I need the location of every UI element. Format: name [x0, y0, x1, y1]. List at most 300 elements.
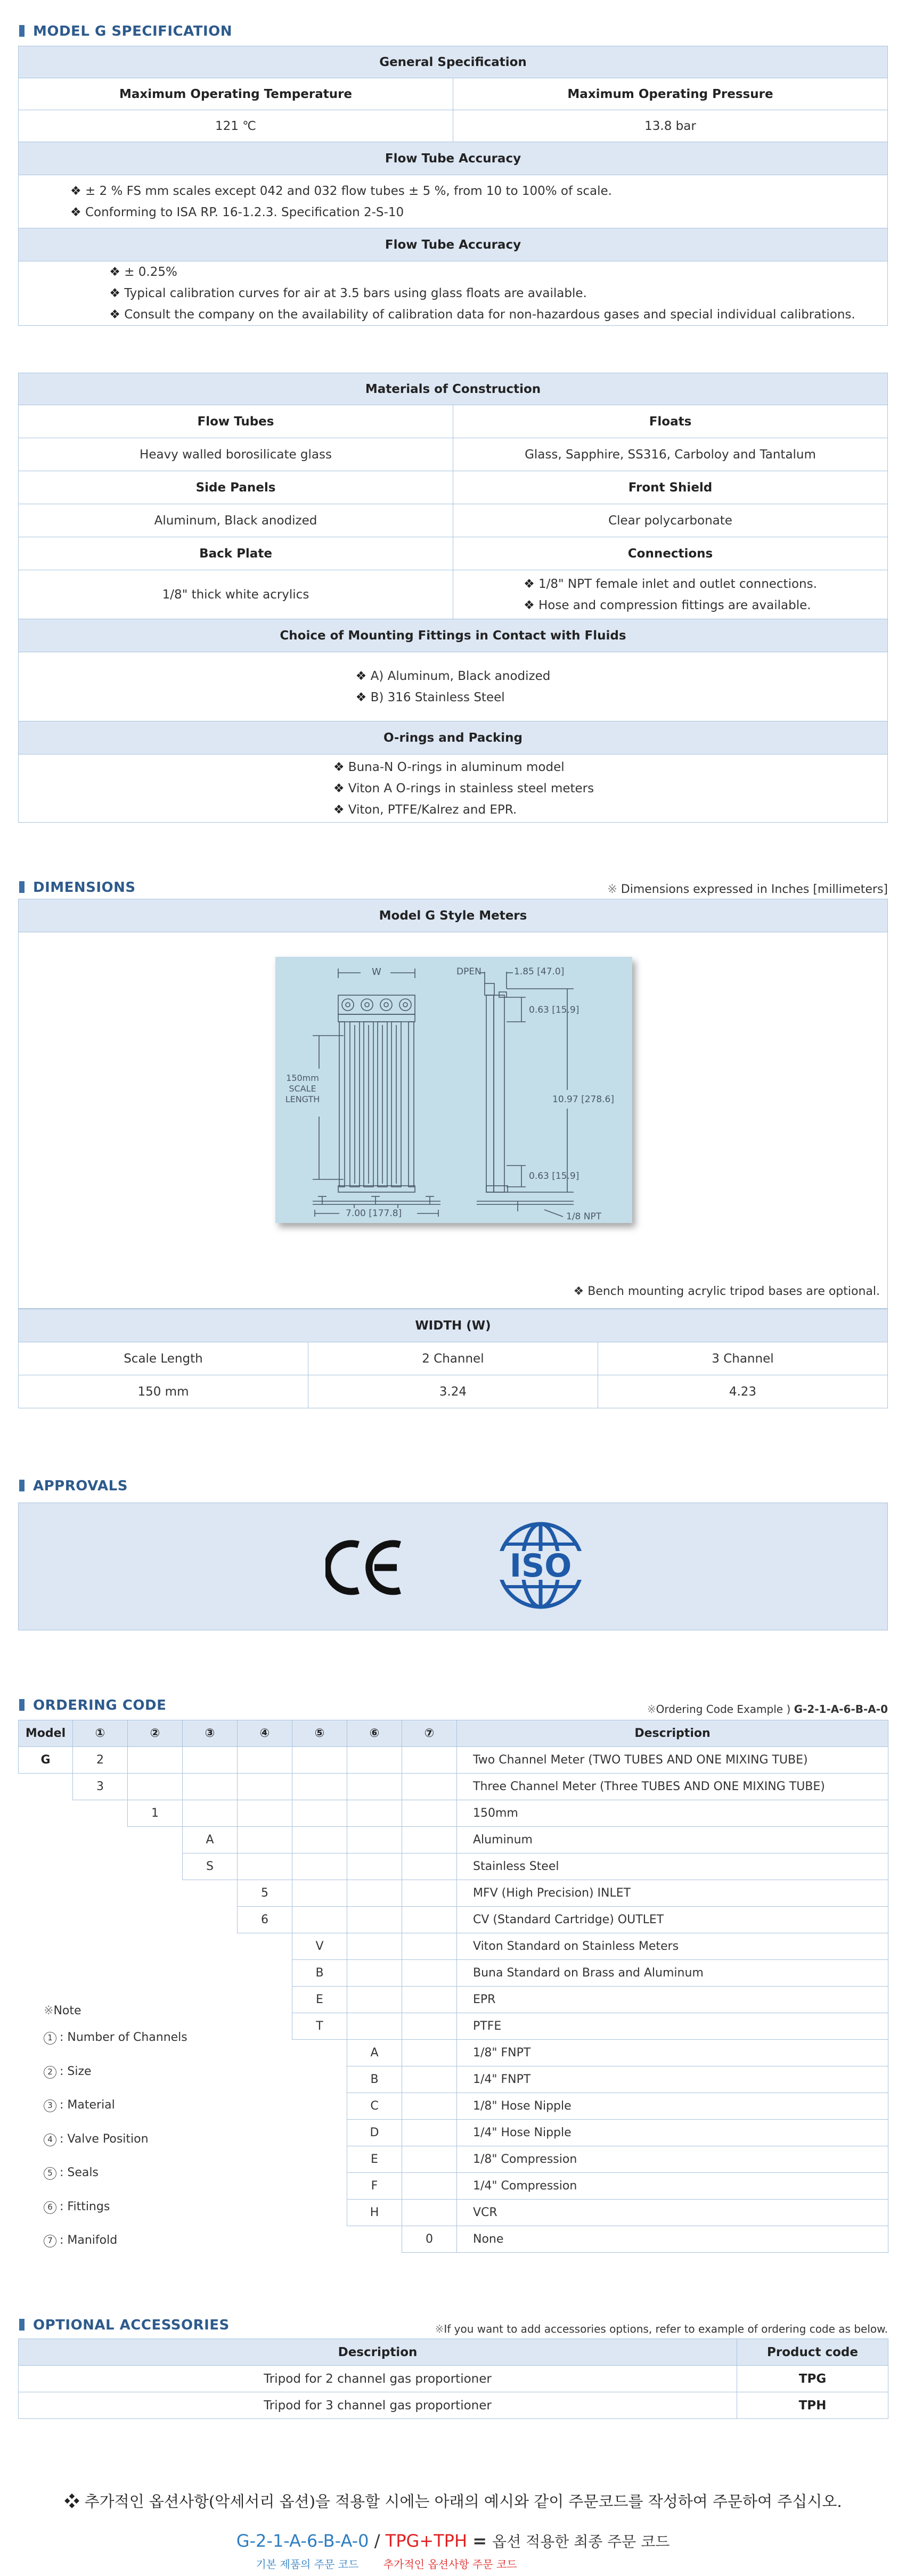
ordering-blank-cell: [292, 2093, 347, 2120]
drawing-bottom-dim: 0.63 [15.9]: [529, 1171, 579, 1182]
ordering-blank-cell: [128, 1933, 183, 1960]
ordering-row: [19, 2200, 888, 2226]
note-title-text: Note: [53, 2004, 81, 2017]
max-temp-value: 121 ℃: [19, 110, 453, 142]
ordering-code-cell: H: [347, 2200, 402, 2226]
approvals-title: APPROVALS: [33, 1478, 128, 1494]
ordering-empty-cell: [347, 1987, 402, 2013]
drawing-depth-dim: 1.85 [47.0]: [514, 966, 565, 977]
width-header: WIDTH (W): [19, 1309, 888, 1342]
ordering-description: Viton Standard on Stainless Meters: [457, 1933, 888, 1960]
note-number: 3: [44, 2099, 56, 2112]
ordering-col-header: ③: [183, 1720, 238, 1747]
ordering-blank-cell: [292, 2120, 347, 2146]
back-plate-value: 1/8" thick white acrylics: [19, 570, 453, 619]
accessories-note-text: If you want to add accessories options, refer to example of ordering code as below.: [444, 2323, 888, 2335]
ordering-code-cell: 0: [402, 2226, 457, 2253]
ordering-blank-cell: [183, 2013, 238, 2040]
ordering-blank-cell: [73, 1827, 128, 1853]
footer-notice-text: 추가적인 옵션사항(악세서리 옵션)을 적용할 시에는 아래의 예시와 같이 주문코드를 작성하여 주문하여 주십시오.: [84, 2492, 842, 2511]
ordering-blank-cell: [128, 1880, 183, 1907]
ordering-empty-cell: [347, 2013, 402, 2040]
ordering-blank-cell: [19, 1960, 73, 1987]
ordering-blank-cell: [183, 2093, 238, 2120]
ordering-empty-cell: [402, 1747, 457, 1774]
ordering-code-cell: S: [183, 1853, 238, 1880]
width-cell: 4.23: [598, 1375, 887, 1408]
ordering-blank-cell: [128, 1827, 183, 1853]
ordering-empty-cell: [347, 1774, 402, 1800]
ordering-empty-cell: [402, 2200, 457, 2226]
accessories-col-code: Product code: [737, 2339, 888, 2366]
dimensions-note: ※ Dimensions expressed in Inches [millimeters]: [607, 883, 888, 896]
ordering-blank-cell: [183, 2066, 238, 2093]
ordering-empty-cell: [238, 1747, 292, 1774]
ordering-description: 1/8" FNPT: [457, 2040, 888, 2066]
ordering-empty-cell: [402, 1907, 457, 1933]
mounting-cell: [19, 652, 888, 721]
note-number: 7: [44, 2235, 56, 2247]
orings-line: ❖ Viton, PTFE/Kalrez and EPR.: [333, 799, 594, 821]
ordering-code-cell: F: [347, 2173, 402, 2200]
ordering-blank-cell: [128, 1960, 183, 1987]
max-pressure-value: 13.8 bar: [453, 110, 888, 142]
ordering-empty-cell: [238, 1800, 292, 1827]
ordering-note-item: [44, 2065, 92, 2079]
ordering-code-cell: 5: [238, 1880, 292, 1907]
ordering-empty-cell: [402, 1933, 457, 1960]
ordering-blank-cell: [238, 1960, 292, 1987]
ordering-empty-cell: [402, 1853, 457, 1880]
accessory-row: [19, 2366, 888, 2392]
ordering-empty-cell: [347, 1933, 402, 1960]
ordering-empty-cell: [292, 1907, 347, 1933]
ordering-code-cell: 2: [73, 1747, 128, 1774]
accessories-col-desc: Description: [19, 2339, 737, 2366]
dimensions-box: [18, 899, 888, 1309]
footer-code-line: [0, 2530, 906, 2552]
ordering-blank-cell: [73, 1853, 128, 1880]
ordering-blank-cell: [19, 1800, 73, 1827]
ordering-note-item: [44, 2031, 187, 2045]
ordering-blank-cell: [128, 2066, 183, 2093]
ordering-blank-cell: [183, 2173, 238, 2200]
drawing-scale-label: [281, 1073, 324, 1105]
ordering-blank-cell: [292, 2226, 347, 2253]
ordering-col-header: ④: [238, 1720, 292, 1747]
spec-title: MODEL G SPECIFICATION: [33, 23, 233, 39]
ordering-blank-cell: [238, 2013, 292, 2040]
approvals-section-title: [19, 1478, 128, 1494]
side-panels-label: Side Panels: [19, 471, 453, 504]
dimensions-header: Model G Style Meters: [19, 899, 887, 932]
ordering-empty-cell: [402, 1800, 457, 1827]
ordering-blank-cell: [19, 1853, 73, 1880]
dimension-drawing: [275, 957, 632, 1223]
ordering-row: [19, 2173, 888, 2200]
ordering-blank-cell: [347, 2226, 402, 2253]
ordering-empty-cell: [347, 1880, 402, 1907]
ordering-blank-cell: [238, 2226, 292, 2253]
width-table: [18, 1309, 888, 1408]
ordering-code-cell: C: [347, 2093, 402, 2120]
accuracy-line: ❖ Typical calibration curves for air at 3.5 bars using glass floats are available.: [109, 283, 855, 304]
ordering-description: MFV (High Precision) INLET: [457, 1880, 888, 1907]
ordering-blank-cell: [19, 1774, 73, 1800]
accessory-desc: Tripod for 2 channel gas proportioner: [19, 2366, 737, 2392]
footer-base-code: G-2-1-A-6-B-A-0: [236, 2531, 369, 2551]
ordering-note-item: [44, 2098, 115, 2112]
ordering-code-cell: B: [292, 1960, 347, 1987]
ordering-blank-cell: [73, 1880, 128, 1907]
width-col-header: Scale Length: [19, 1342, 308, 1375]
drawing-width-label: W: [372, 966, 381, 978]
ordering-row: [19, 2093, 888, 2120]
footer-option-caption: 추가적인 옵션사항 주문 코드: [383, 2558, 517, 2571]
spec-section-title: [19, 23, 232, 39]
orings-cell: [19, 754, 888, 823]
ordering-empty-cell: [292, 1774, 347, 1800]
ordering-empty-cell: [347, 1853, 402, 1880]
side-panels-value: Aluminum, Black anodized: [19, 504, 453, 537]
ordering-row: [19, 1933, 888, 1960]
ordering-description: PTFE: [457, 2013, 888, 2040]
ordering-description: Three Channel Meter (Three TUBES AND ONE MIXING TUBE): [457, 1774, 888, 1800]
ordering-empty-cell: [238, 1827, 292, 1853]
note-text: : Valve Position: [60, 2132, 149, 2146]
ordering-blank-cell: [128, 2200, 183, 2226]
ordering-col-header: ①: [73, 1720, 128, 1747]
accuracy-header-2: Flow Tube Accuracy: [19, 228, 888, 261]
ordering-empty-cell: [347, 1827, 402, 1853]
ordering-empty-cell: [292, 1800, 347, 1827]
ordering-row: [19, 2146, 888, 2173]
orings-line: ❖ Buna-N O-rings in aluminum model: [333, 757, 594, 778]
ordering-empty-cell: [402, 1827, 457, 1853]
ordering-description: 1/4" Hose Nipple: [457, 2120, 888, 2146]
ordering-blank-cell: [183, 2120, 238, 2146]
connections-cell: [453, 570, 888, 619]
drawing-height-dim: 10.97 [278.6]: [552, 1094, 615, 1105]
ordering-blank-cell: [238, 2146, 292, 2173]
ordering-empty-cell: [238, 1774, 292, 1800]
ordering-example: ※Ordering Code Example ) G-2-1-A-6-B-A-0: [647, 1703, 888, 1716]
accuracy-cell-1: [19, 175, 888, 228]
ordering-description: Aluminum: [457, 1827, 888, 1853]
ordering-blank-cell: [183, 1960, 238, 1987]
ordering-row: [19, 1827, 888, 1853]
ordering-blank-cell: [128, 2146, 183, 2173]
flow-tubes-value: Heavy walled borosilicate glass: [19, 438, 453, 471]
note-text: : Size: [60, 2065, 92, 2078]
max-temp-label: Maximum Operating Temperature: [19, 78, 453, 110]
ordering-blank-cell: [292, 2146, 347, 2173]
note-text: : Seals: [60, 2166, 99, 2179]
connections-line: ❖ Hose and compression fittings are available.: [524, 595, 817, 616]
ordering-blank-cell: [183, 2200, 238, 2226]
ordering-blank-cell: [73, 1907, 128, 1933]
ordering-example-code: G-2-1-A-6-B-A-0: [794, 1703, 888, 1716]
ordering-blank-cell: [292, 2066, 347, 2093]
flow-tubes-label: Flow Tubes: [19, 405, 453, 438]
ordering-note-item: [44, 2132, 149, 2146]
approvals-box: [18, 1503, 888, 1630]
ordering-note-title: ※Note: [44, 2004, 81, 2017]
ordering-blank-cell: [183, 1933, 238, 1960]
ordering-empty-cell: [402, 1774, 457, 1800]
ordering-blank-cell: [19, 1827, 73, 1853]
note-number: 5: [44, 2167, 56, 2180]
ordering-title: ORDERING CODE: [33, 1697, 167, 1713]
ordering-description: 1/8" Hose Nipple: [457, 2093, 888, 2120]
ordering-code-cell: A: [183, 1827, 238, 1853]
drawing-top-dim: 0.63 [15.9]: [529, 1005, 579, 1015]
tripod-note: ❖ Bench mounting acrylic tripod bases are optional.: [573, 1285, 880, 1298]
width-col-header: 2 Channel: [308, 1342, 598, 1375]
accessory-desc: Tripod for 3 channel gas proportioner: [19, 2392, 737, 2419]
ordering-empty-cell: [347, 1747, 402, 1774]
ordering-empty-cell: [347, 1907, 402, 1933]
ordering-row: [19, 1774, 888, 1800]
iso-logo-text: ISO: [509, 1547, 572, 1585]
ordering-empty-cell: [128, 1774, 183, 1800]
note-text: : Number of Channels: [60, 2031, 187, 2044]
ordering-description: 1/4" FNPT: [457, 2066, 888, 2093]
ordering-description: CV (Standard Cartridge) OUTLET: [457, 1907, 888, 1933]
front-shield-value: Clear polycarbonate: [453, 504, 888, 537]
ordering-header-row: [19, 1720, 888, 1747]
footer-option-code: TPG+TPH: [385, 2531, 468, 2551]
dimensions-section-title: [19, 880, 136, 896]
ordering-empty-cell: [128, 1747, 183, 1774]
note-text: : Fittings: [60, 2200, 110, 2213]
ordering-blank-cell: [19, 1933, 73, 1960]
ordering-blank-cell: [183, 1907, 238, 1933]
ordering-blank-cell: [128, 2173, 183, 2200]
ordering-row: [19, 2226, 888, 2253]
ordering-blank-cell: [19, 1907, 73, 1933]
drawing-npt-label: 1/8 NPT: [566, 1211, 602, 1222]
ordering-blank-cell: [183, 2040, 238, 2066]
ordering-blank-cell: [128, 1907, 183, 1933]
ordering-blank-cell: [128, 1853, 183, 1880]
ordering-code-cell: 1: [128, 1800, 183, 1827]
ordering-note-item: [44, 2200, 110, 2214]
ordering-code-cell: V: [292, 1933, 347, 1960]
accuracy-line: ❖ ± 2 % FS mm scales except 042 and 032 flow tubes ± 5 %, from 10 to 100% of scale.: [70, 181, 612, 202]
ordering-blank-cell: [128, 1987, 183, 2013]
footer-slash: /: [374, 2531, 380, 2551]
drawing-depth-label: DPEN: [456, 966, 481, 977]
ordering-empty-cell: [292, 1747, 347, 1774]
ordering-description: 1/4" Compression: [457, 2173, 888, 2200]
footer-final-label: 옵션 적용한 최종 주문 코드: [492, 2533, 670, 2550]
ordering-empty-cell: [183, 1747, 238, 1774]
ordering-col-header: ⑥: [347, 1720, 402, 1747]
ordering-row: [19, 1747, 888, 1774]
width-col-header: 3 Channel: [598, 1342, 887, 1375]
connections-line: ❖ 1/8" NPT female inlet and outlet connections.: [524, 573, 817, 595]
ordering-blank-cell: [292, 2040, 347, 2066]
ordering-empty-cell: [183, 1800, 238, 1827]
ordering-code-cell: E: [347, 2146, 402, 2173]
ordering-empty-cell: [402, 2120, 457, 2146]
ordering-section-title: [19, 1697, 166, 1713]
ordering-row: [19, 1853, 888, 1880]
ordering-blank-cell: [128, 2226, 183, 2253]
width-cell: 3.24: [308, 1375, 598, 1408]
accessory-code: TPG: [737, 2366, 888, 2392]
footer-equals: =: [472, 2531, 487, 2551]
note-number: 2: [44, 2066, 56, 2079]
max-pressure-label: Maximum Operating Pressure: [453, 78, 888, 110]
accessories-section-title: [19, 2317, 230, 2333]
footer-notice: ❖ 추가적인 옵션사항(악세서리 옵션)을 적용할 시에는 아래의 예시와 같이 주문코드를 작성하여 주문하여 주십시오.: [64, 2492, 842, 2511]
scale-line: LENGTH: [285, 1094, 320, 1104]
ordering-blank-cell: [183, 2146, 238, 2173]
width-cell: 150 mm: [19, 1375, 308, 1408]
ordering-row: [19, 2120, 888, 2146]
connections-label: Connections: [453, 537, 888, 570]
ordering-col-header: Description: [457, 1720, 888, 1747]
footer-base-caption: 기본 제품의 주문 코드: [256, 2558, 359, 2571]
accessory-row: [19, 2392, 888, 2419]
floats-value: Glass, Sapphire, SS316, Carboloy and Tantalum: [453, 438, 888, 471]
ordering-empty-cell: [402, 1880, 457, 1907]
ordering-blank-cell: [73, 1800, 128, 1827]
spec-table: [18, 46, 888, 326]
ordering-blank-cell: [238, 2173, 292, 2200]
ordering-description: VCR: [457, 2200, 888, 2226]
ordering-empty-cell: [402, 2173, 457, 2200]
ordering-empty-cell: [402, 1987, 457, 2013]
dimensions-note-text: Dimensions expressed in Inches [millimeters]: [621, 883, 888, 896]
accessories-title: OPTIONAL ACCESSORIES: [33, 2317, 230, 2333]
ordering-description: 1/8" Compression: [457, 2146, 888, 2173]
note-text: : Material: [60, 2098, 115, 2112]
ordering-empty-cell: [292, 1827, 347, 1853]
drawing-base-dim: 7.00 [177.8]: [344, 1208, 404, 1219]
ordering-description: 150mm: [457, 1800, 888, 1827]
accessories-table: [18, 2339, 888, 2419]
accuracy-cell-2: [19, 261, 888, 326]
ordering-description: EPR: [457, 1987, 888, 2013]
dimensions-title: DIMENSIONS: [33, 880, 136, 896]
ordering-empty-cell: [402, 2040, 457, 2066]
note-number: 1: [44, 2032, 56, 2045]
ordering-blank-cell: [128, 2093, 183, 2120]
ordering-model-cell: G: [19, 1747, 73, 1774]
ordering-blank-cell: [183, 1880, 238, 1907]
ordering-example-label: Ordering Code Example ): [656, 1703, 791, 1716]
ordering-empty-cell: [238, 1853, 292, 1880]
accuracy-line: ❖ Conforming to ISA RP. 16-1.2.3. Specification 2-S-10: [70, 202, 612, 223]
ordering-blank-cell: [292, 2200, 347, 2226]
accessories-note: ※If you want to add accessories options, refer to example of ordering code as below.: [435, 2323, 888, 2335]
iso-logo: [493, 1520, 589, 1611]
ordering-col-header: ②: [128, 1720, 183, 1747]
ordering-description: Two Channel Meter (TWO TUBES AND ONE MIXING TUBE): [457, 1747, 888, 1774]
materials-header: Materials of Construction: [19, 373, 888, 405]
ordering-code-cell: D: [347, 2120, 402, 2146]
ordering-code-cell: A: [347, 2040, 402, 2066]
ordering-empty-cell: [292, 1853, 347, 1880]
ordering-code-cell: 3: [73, 1774, 128, 1800]
scale-line: SCALE: [289, 1084, 316, 1094]
general-spec-header: General Specification: [19, 46, 888, 78]
ordering-empty-cell: [402, 2146, 457, 2173]
ordering-blank-cell: [238, 2040, 292, 2066]
ordering-code-cell: B: [347, 2066, 402, 2093]
mounting-header: Choice of Mounting Fittings in Contact with Fluids: [19, 619, 888, 652]
note-number: 6: [44, 2201, 56, 2214]
accuracy-header-1: Flow Tube Accuracy: [19, 142, 888, 175]
ordering-empty-cell: [402, 1960, 457, 1987]
accuracy-line: ❖ Consult the company on the availability of calibration data for non-hazardous gases and special individual calibrations.: [109, 304, 855, 325]
meter-drawing-svg: [275, 957, 632, 1223]
floats-label: Floats: [453, 405, 888, 438]
ordering-row: [19, 1800, 888, 1827]
mounting-line: ❖ A) Aluminum, Black anodized: [356, 666, 551, 687]
ordering-row: [19, 1987, 888, 2013]
ordering-blank-cell: [238, 2200, 292, 2226]
ordering-code-cell: E: [292, 1987, 347, 2013]
mounting-line: ❖ B) 316 Stainless Steel: [356, 687, 551, 708]
ordering-col-header: Model: [19, 1720, 73, 1747]
orings-line: ❖ Viton A O-rings in stainless steel meters: [333, 778, 594, 799]
ordering-note-item: [44, 2166, 99, 2180]
ordering-description: Stainless Steel: [457, 1853, 888, 1880]
ordering-blank-cell: [73, 1960, 128, 1987]
ordering-blank-cell: [73, 1933, 128, 1960]
ordering-empty-cell: [292, 1880, 347, 1907]
ordering-blank-cell: [183, 1987, 238, 2013]
ordering-row: [19, 1880, 888, 1907]
ordering-empty-cell: [402, 2013, 457, 2040]
ordering-blank-cell: [238, 2066, 292, 2093]
footer-captions: [0, 2556, 906, 2571]
ordering-description: None: [457, 2226, 888, 2253]
ordering-blank-cell: [292, 2173, 347, 2200]
ordering-code-cell: T: [292, 2013, 347, 2040]
scale-line: 150mm: [286, 1073, 319, 1083]
ordering-empty-cell: [402, 2066, 457, 2093]
ordering-col-header: ⑤: [292, 1720, 347, 1747]
tripod-note-text: Bench mounting acrylic tripod bases are optional.: [587, 1285, 880, 1298]
accessory-code: TPH: [737, 2392, 888, 2419]
ordering-empty-cell: [183, 1774, 238, 1800]
ordering-blank-cell: [183, 2226, 238, 2253]
ordering-blank-cell: [238, 2120, 292, 2146]
ordering-blank-cell: [19, 1880, 73, 1907]
ordering-empty-cell: [347, 1960, 402, 1987]
ordering-blank-cell: [238, 1933, 292, 1960]
materials-table: [18, 373, 888, 823]
ordering-col-header: ⑦: [402, 1720, 457, 1747]
back-plate-label: Back Plate: [19, 537, 453, 570]
note-number: 4: [44, 2134, 56, 2146]
ce-mark-logo: [325, 1538, 405, 1597]
ordering-description: Buna Standard on Brass and Aluminum: [457, 1960, 888, 1987]
ordering-code-cell: 6: [238, 1907, 292, 1933]
accuracy-line: ❖ ± 0.25%: [109, 261, 855, 283]
note-text: : Manifold: [60, 2234, 118, 2247]
ordering-row: [19, 1960, 888, 1987]
front-shield-label: Front Shield: [453, 471, 888, 504]
ordering-row: [19, 1907, 888, 1933]
ordering-table: [18, 1720, 888, 2253]
orings-header: O-rings and Packing: [19, 721, 888, 754]
